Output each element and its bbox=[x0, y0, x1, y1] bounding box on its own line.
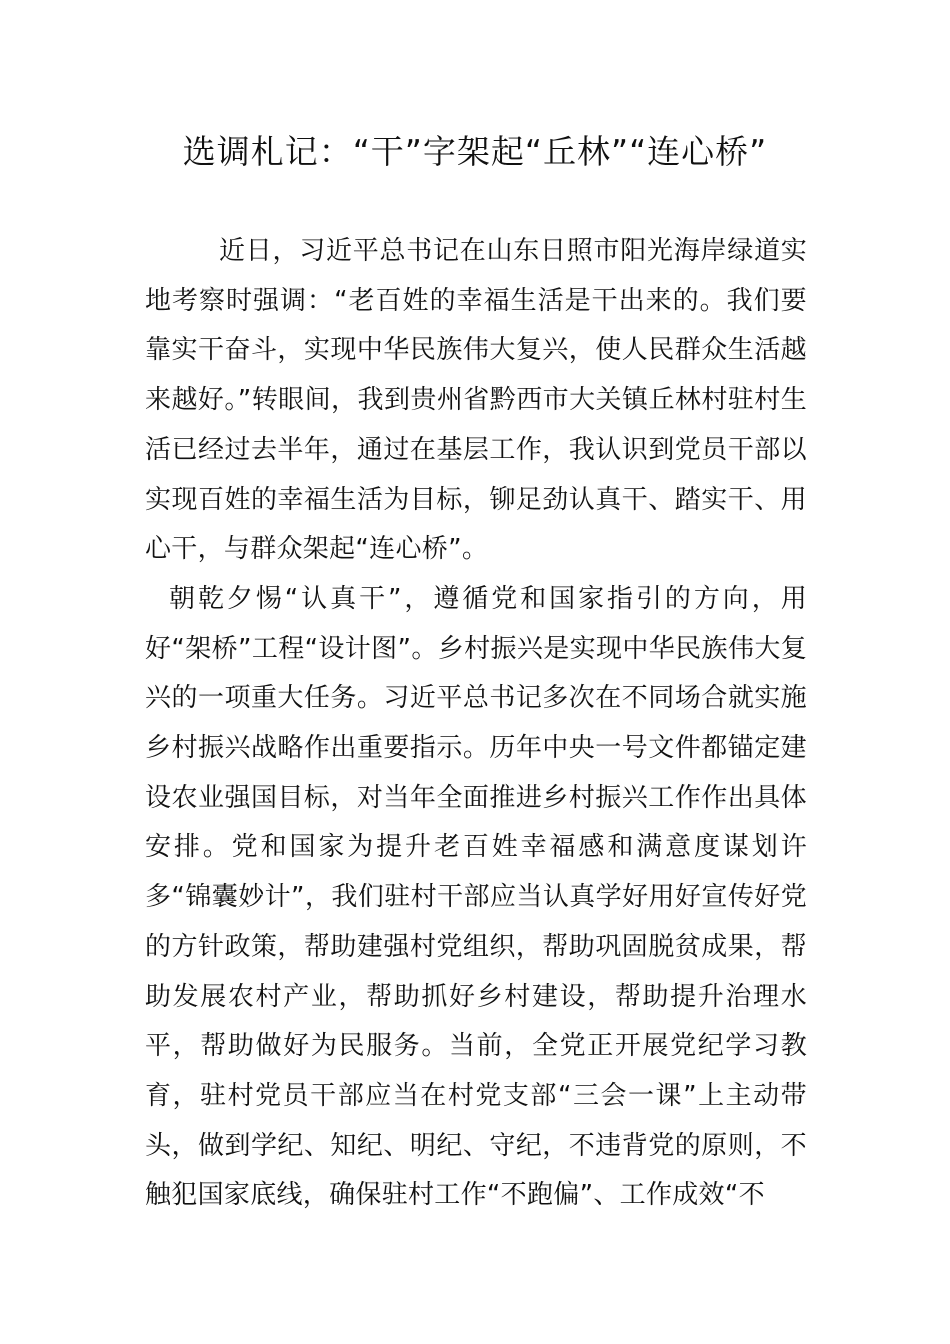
paragraph-1: 近日，习近平总书记在山东日照市阳光海岸绿道实地考察时强调：“老百姓的幸福生活是干出来的。我们要靠实干奋斗，实现中华民族伟大复兴，使人民群众生活越来越好。”转眼间，我到贵州省黔西市大关镇丘林村驻村生活已经过去半年，通过在基层工作，我认识到党员干部以实现百姓的幸福生活为目标，铆足劲认真干、踏实干、用心干，与群众架起“连心桥”。 bbox=[145, 236, 807, 565]
document-body bbox=[145, 227, 807, 1221]
paragraph-2: 朝乾夕惕“认真干”，遵循党和国家指引的方向，用好“架桥”工程“设计图”。乡村振兴是实现中华民族伟大复兴的一项重大任务。习近平总书记多次在不同场合就实施乡村振兴战略作出重要指示。历年中央一号文件都锚定建设农业强国目标，对当年全面推进乡村振兴工作作出具体安排。党和国家为提升老百姓幸福感和满意度谋划许多“锦囊妙计”，我们驻村干部应当认真学好用好宣传好党的方针政策，帮助建强村党组织，帮助巩固脱贫成果，帮助发展农村产业，帮助抓好乡村建设，帮助提升治理水平，帮助做好为民服务。当前，全党正开展党纪学习教育，驻村党员干部应当在村党支部“三会一课”上主动带头，做到学纪、知纪、明纪、守纪，不违背党的原则，不触犯国家底线，确保驻村工作“不跑偏”、工作成效“不 bbox=[145, 583, 807, 1211]
document-title: 选调札记：“干”字架起“丘林”“连心桥” bbox=[182, 132, 768, 171]
